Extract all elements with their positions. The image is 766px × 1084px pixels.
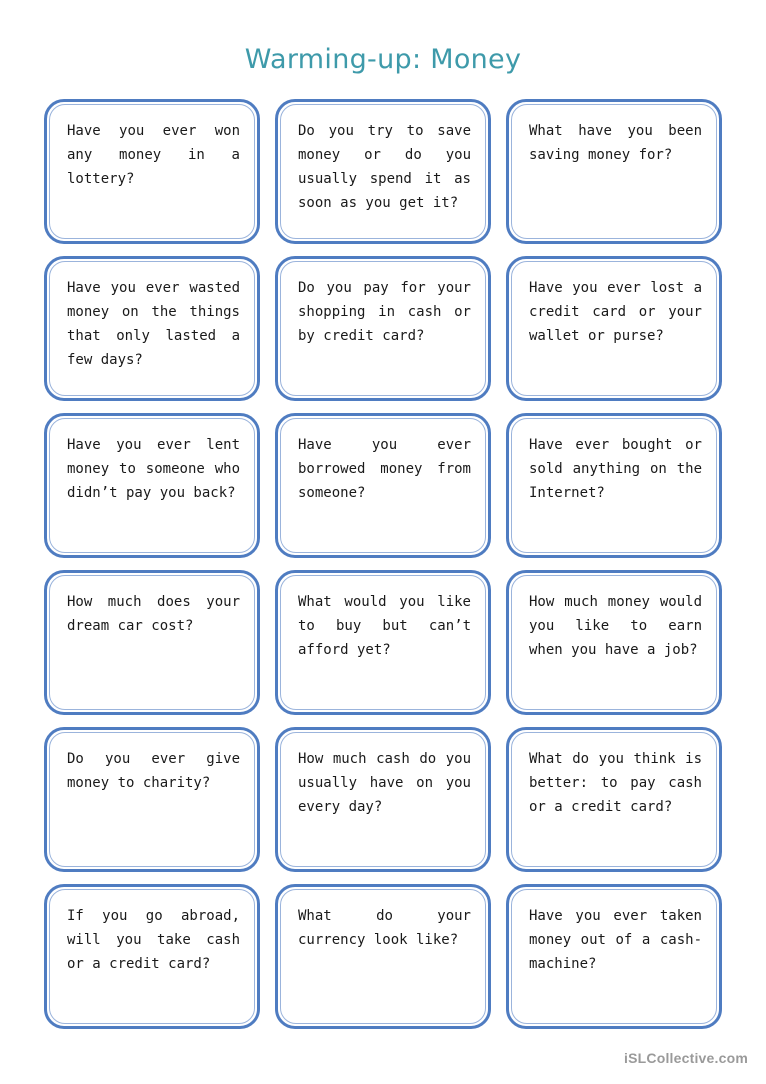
question-text: How much cash do you usually have on you every day? (298, 751, 471, 815)
question-card (506, 256, 722, 401)
question-text: Have ever bought or sold anything on the Internet? (529, 437, 702, 501)
question-card (275, 727, 491, 872)
question-card (506, 99, 722, 244)
question-text: What would you like to buy but can’t afford yet? (298, 594, 471, 658)
question-text: Do you try to save money or do you usually spend it as soon as you get it? (298, 123, 471, 211)
question-text: Have you ever borrowed money from someone? (298, 437, 471, 501)
question-card (44, 256, 260, 401)
question-card (44, 570, 260, 715)
question-text: Have you ever lost a credit card or your wallet or purse? (529, 280, 702, 344)
question-card (44, 413, 260, 558)
footer-watermark: iSLCollective.com (624, 1050, 748, 1066)
question-text: How much money would you like to earn when you have a job? (529, 594, 702, 658)
question-text: What have you been saving money for? (529, 123, 702, 163)
question-card (275, 256, 491, 401)
question-card (506, 884, 722, 1029)
question-card (44, 884, 260, 1029)
question-text: How much does your dream car cost? (67, 594, 240, 634)
question-card (506, 727, 722, 872)
question-text: If you go abroad, will you take cash or a credit card? (67, 908, 240, 972)
question-card (275, 413, 491, 558)
page-title: Warming-up: Money (244, 44, 522, 75)
question-card (275, 570, 491, 715)
question-text: Have you ever wasted money on the things that only lasted a few days? (67, 280, 240, 368)
question-text: What do you think is better: to pay cash or a credit card? (529, 751, 702, 815)
question-card (506, 570, 722, 715)
question-card (275, 99, 491, 244)
question-card (506, 413, 722, 558)
question-text: Do you pay for your shopping in cash or by credit card? (298, 280, 471, 344)
question-text: Have you ever won any money in a lottery? (67, 123, 240, 187)
question-card (44, 99, 260, 244)
question-card (44, 727, 260, 872)
question-text: Have you ever taken money out of a cash-machine? (529, 908, 702, 972)
question-text: Do you ever give money to charity? (67, 751, 240, 791)
question-text: Have you ever lent money to someone who didn’t pay you back? (67, 437, 240, 501)
card-grid (44, 99, 722, 1029)
question-card (275, 884, 491, 1029)
question-text: What do your currency look like? (298, 908, 471, 948)
